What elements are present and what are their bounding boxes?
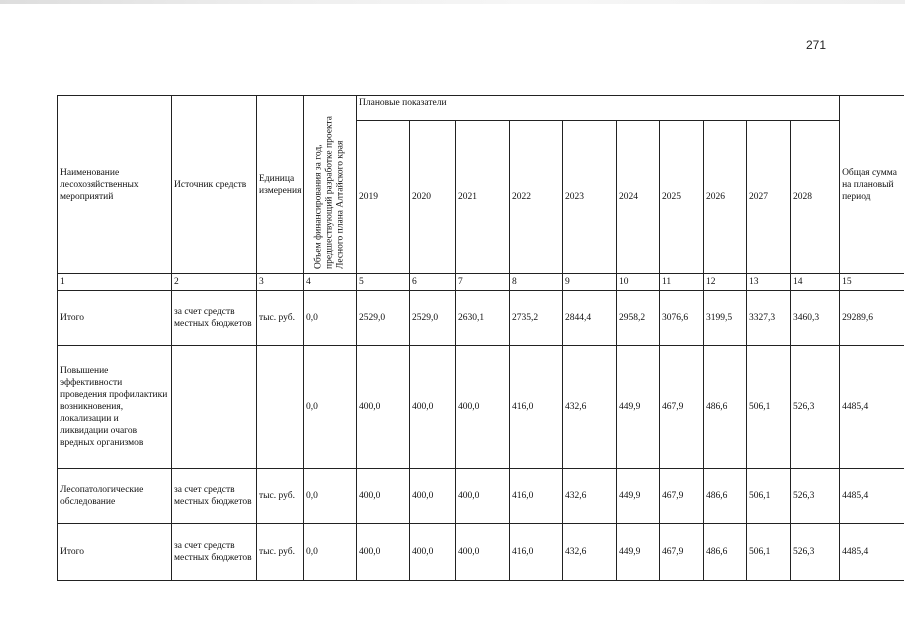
row-value: 506,1 [747, 469, 791, 524]
row-value: 467,9 [660, 469, 704, 524]
scan-artifact-line [0, 0, 905, 4]
header-row-top [58, 96, 904, 121]
row-source [172, 346, 257, 469]
row-unit: тыс. руб. [257, 291, 304, 346]
row-value: 526,3 [791, 346, 840, 469]
row-prev: 0,0 [304, 469, 357, 524]
header-year: 2019 [357, 121, 410, 274]
row-name: Лесопатологические обследование [58, 469, 172, 524]
row-unit [257, 346, 304, 469]
row-prev: 0,0 [304, 291, 357, 346]
column-number: 6 [410, 274, 456, 291]
row-value: 400,0 [410, 346, 456, 469]
row-source: за счет средств местных бюджетов [172, 469, 257, 524]
row-value: 432,6 [563, 469, 617, 524]
column-number: 14 [791, 274, 840, 291]
header-year: 2025 [660, 121, 704, 274]
row-value: 467,9 [660, 524, 704, 581]
column-number: 9 [563, 274, 617, 291]
column-number: 4 [304, 274, 357, 291]
header-plan-group: Плановые показатели [357, 96, 840, 121]
row-value: 3327,3 [747, 291, 791, 346]
row-prev: 0,0 [304, 524, 357, 581]
column-number: 15 [840, 274, 904, 291]
row-value: 486,6 [704, 469, 747, 524]
row-unit: тыс. руб. [257, 469, 304, 524]
column-number: 3 [257, 274, 304, 291]
table-row [58, 346, 904, 469]
row-value: 467,9 [660, 346, 704, 469]
table-row [58, 291, 904, 346]
row-name: Итого [58, 524, 172, 581]
header-year: 2020 [410, 121, 456, 274]
row-value: 400,0 [357, 346, 410, 469]
row-total: 4485,4 [840, 346, 904, 469]
row-total: 4485,4 [840, 524, 904, 581]
row-value: 400,0 [456, 524, 510, 581]
row-value: 526,3 [791, 524, 840, 581]
row-value: 400,0 [357, 469, 410, 524]
header-prev-volume-cell [304, 96, 357, 274]
header-name: Наименование лесохозяйственных мероприятий [58, 96, 172, 274]
column-number: 1 [58, 274, 172, 291]
row-prev: 0,0 [304, 346, 357, 469]
header-year: 2023 [563, 121, 617, 274]
row-name: Повышение эффективности проведения профилактики возникновения, локализации и ликвидации очагов вредных организмов [58, 346, 172, 469]
row-value: 400,0 [456, 346, 510, 469]
row-value: 526,3 [791, 469, 840, 524]
table-row [58, 469, 904, 524]
row-total: 29289,6 [840, 291, 904, 346]
row-value: 3199,5 [704, 291, 747, 346]
row-source: за счет средств местных бюджетов [172, 291, 257, 346]
page-number: 271 [806, 38, 827, 52]
row-unit: тыс. руб. [257, 524, 304, 581]
row-value: 416,0 [510, 524, 563, 581]
row-value: 2529,0 [357, 291, 410, 346]
header-year: 2026 [704, 121, 747, 274]
column-number-row [58, 274, 904, 291]
row-value: 3076,6 [660, 291, 704, 346]
row-value: 486,6 [704, 346, 747, 469]
column-number: 7 [456, 274, 510, 291]
row-value: 3460,3 [791, 291, 840, 346]
header-unit: Единица измерения [257, 96, 304, 274]
row-value: 449,9 [617, 346, 660, 469]
column-number: 11 [660, 274, 704, 291]
row-value: 449,9 [617, 469, 660, 524]
row-value: 2735,2 [510, 291, 563, 346]
row-value: 2630,1 [456, 291, 510, 346]
header-year: 2027 [747, 121, 791, 274]
row-value: 2958,2 [617, 291, 660, 346]
row-value: 400,0 [410, 524, 456, 581]
row-value: 432,6 [563, 346, 617, 469]
column-number: 13 [747, 274, 791, 291]
row-value: 416,0 [510, 469, 563, 524]
row-value: 2844,4 [563, 291, 617, 346]
forestry-plan-table [57, 95, 904, 581]
column-number: 10 [617, 274, 660, 291]
row-value: 400,0 [357, 524, 410, 581]
row-value: 432,6 [563, 524, 617, 581]
header-total: Общая сумма на плановый период [840, 96, 904, 274]
row-source: за счет средств местных бюджетов [172, 524, 257, 581]
table-row [58, 524, 904, 581]
row-value: 416,0 [510, 346, 563, 469]
row-value: 400,0 [456, 469, 510, 524]
row-value: 506,1 [747, 346, 791, 469]
header-year: 2024 [617, 121, 660, 274]
row-value: 400,0 [410, 469, 456, 524]
row-value: 486,6 [704, 524, 747, 581]
row-name: Итого [58, 291, 172, 346]
column-number: 2 [172, 274, 257, 291]
column-number: 12 [704, 274, 747, 291]
header-year: 2028 [791, 121, 840, 274]
row-value: 449,9 [617, 524, 660, 581]
row-total: 4485,4 [840, 469, 904, 524]
header-source: Источник средств [172, 96, 257, 274]
header-year: 2021 [456, 121, 510, 274]
column-number: 5 [357, 274, 410, 291]
header-prev-volume: Объем финансирования за год, предшествующий разработке проекта Лесного плана Алтайского края [313, 115, 346, 269]
column-number: 8 [510, 274, 563, 291]
row-value: 2529,0 [410, 291, 456, 346]
row-value: 506,1 [747, 524, 791, 581]
header-year: 2022 [510, 121, 563, 274]
